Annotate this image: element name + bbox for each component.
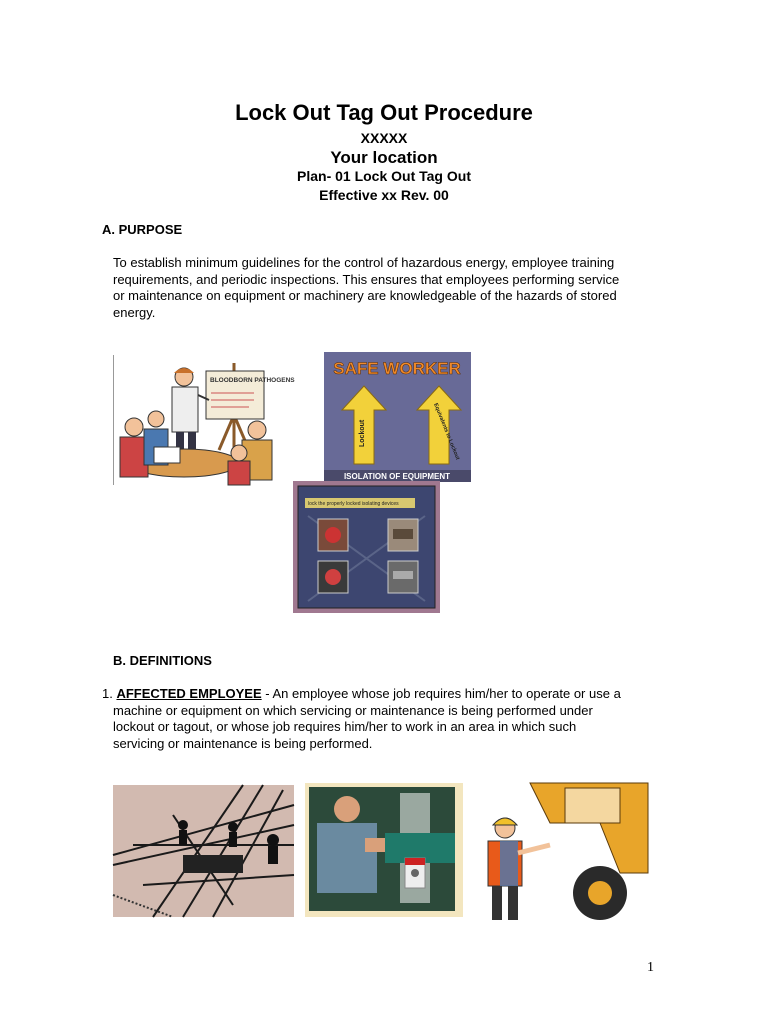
training-illustration	[114, 355, 295, 485]
power-line-workers-photo	[113, 785, 294, 917]
definition-term: AFFECTED EMPLOYEE	[116, 686, 262, 701]
safe-worker-image	[324, 352, 471, 482]
arrow-left-text: Lockout	[359, 419, 366, 447]
purpose-line: To establish minimum guidelines for the control of hazardous energy, employee training	[113, 255, 615, 270]
purpose-heading: A. PURPOSE	[102, 222, 183, 237]
org-name: XXXXX	[360, 130, 408, 146]
training-clipart	[113, 355, 295, 485]
purpose-line: energy.	[113, 304, 156, 320]
page-number: 1	[647, 960, 654, 975]
chart-board-text: BLOODBORN PATHOGENS	[210, 377, 295, 384]
definition-first-line	[102, 686, 702, 703]
plan-name: Plan- 01 Lock Out Tag Out	[297, 168, 471, 184]
definition-line: lockout or tagout, or whose job requires him/her to work in an area in which such	[113, 719, 577, 734]
definition-text: - An employee whose job requires him/her to operate or use a	[261, 686, 621, 701]
isolating-devices-illustration	[293, 481, 440, 613]
definition-item-1	[102, 686, 702, 752]
machine-lockout-illustration	[305, 783, 463, 917]
safe-worker-title: SAFE WORKER	[333, 359, 461, 378]
purpose-line: requirements, and periodic inspections. This ensures that employees performing service	[113, 271, 620, 287]
heavy-equipment-illustration	[470, 783, 648, 920]
isolation-caption: ISOLATION OF EQUIPMENT	[343, 472, 451, 481]
definition-line: servicing or maintenance is being performed.	[113, 735, 373, 751]
purpose-paragraph	[113, 255, 693, 321]
safe-worker-illustration	[324, 352, 471, 482]
heavy-equipment-worker-clipart	[470, 783, 648, 920]
definitions-heading: B. DEFINITIONS	[113, 653, 212, 668]
devices-slide-title: lock the properly locked isolating devices	[308, 501, 399, 507]
effective-revision: Effective xx Rev. 00	[319, 187, 449, 203]
purpose-line: or maintenance on equipment or machinery are knowledgeable of the hazards of stored	[113, 288, 617, 303]
tower-illustration	[113, 785, 294, 917]
arrow-right-text: Equivalents to Lockout	[432, 402, 461, 461]
document-title: Lock Out Tag Out Procedure	[235, 100, 533, 125]
isolating-devices-slide	[293, 481, 440, 613]
machine-lockout-photo	[305, 783, 463, 917]
location: Your location	[330, 148, 438, 167]
definition-line: machine or equipment on which servicing or maintenance is being performed under	[113, 702, 593, 718]
definition-number: 1.	[102, 686, 113, 701]
